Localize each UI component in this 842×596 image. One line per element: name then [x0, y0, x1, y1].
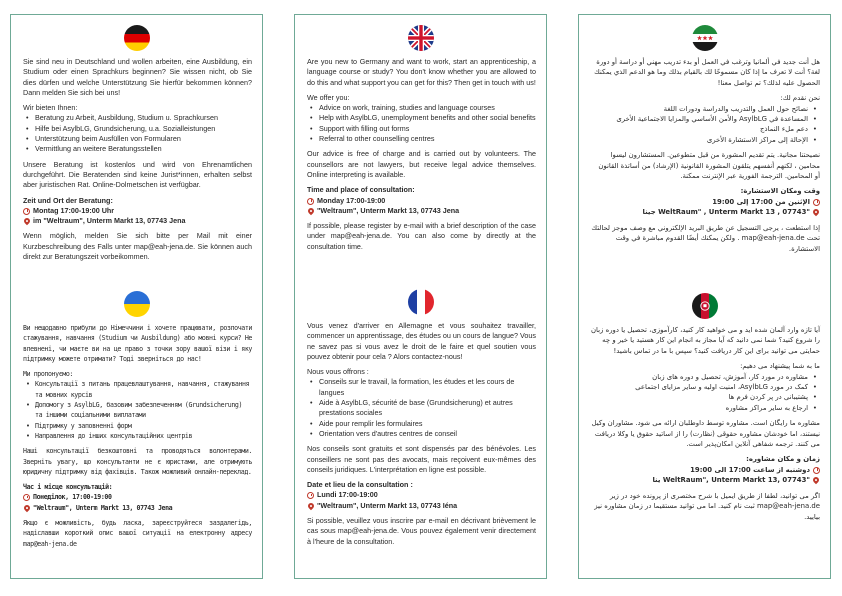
clock-icon	[307, 198, 314, 205]
location-pin-icon	[23, 504, 31, 512]
arabic-intro: هل أنت جديد في ألمانيا وترغب في العمل أو بدء تدريب مهني أو دراسة أو دورة لغة؟ أنت لا تعرف ما إذا كان مسموحًا لك بالقيام بذلك وما هو الدعم الذي يمكنك الحصول عليه لذلك؟ تم تواصل معنا!	[594, 58, 820, 87]
french-place-row	[307, 501, 536, 511]
arabic-offer-list	[591, 104, 820, 146]
english-time-row	[307, 196, 536, 206]
dari-offer-heading: ما به شما پیشنهاد می دهیم:	[740, 362, 820, 371]
panel-arabic-dari	[578, 14, 831, 579]
clock-icon	[813, 467, 820, 474]
dari-time-heading: زمان و مکان مشاوره:	[746, 455, 820, 464]
list-item: • الإحالة إلى مراكز الاستشارة الأخرى	[591, 135, 820, 145]
french-free-text: Nos conseils sont gratuits et sont dispensés par des bénévoles. Les conseillers ne sont pas des avocats, mais reçoivent eux-mêmes des conseils juridiques. L'interprétation en ligne est possible.	[307, 444, 536, 474]
list-item: • ارجاع به سایر مراکز مشاوره	[591, 403, 820, 413]
german-time-heading: Zeit und Ort der Beratung:	[23, 195, 113, 205]
german-offer-list	[23, 113, 252, 154]
list-item: • Orientation vers d'autres centres de conseil	[307, 429, 536, 439]
french-contact: Si possible, veuillez vous inscrire par e-mail en décrivant brièvement le cas sous map@eah-jena.de. Vous pouvez également venir directement à l'heure de la consultation.	[307, 516, 536, 546]
german-flag-icon	[124, 25, 150, 51]
list-item: • Консультації з питань працевлаштування, навчання, стажування та мовних курсів	[23, 379, 252, 400]
english-offer-heading: We offer you:	[307, 92, 350, 102]
location-pin-icon	[23, 217, 31, 225]
list-item: • Допомогу з AsylbLG, базовим забезпеченням (Grundsicherung) та іншими соціальними виплатами	[23, 400, 252, 421]
english-place: "Weltraum", Unterm Markt 13, 07743 Jena	[317, 205, 460, 215]
english-free-text: Our advice is free of charge and is carried out by volunteers. The counsellors are not lawyers, but receive legal advice themselves. Online interpreting is available.	[307, 149, 536, 179]
arabic-place-row	[591, 207, 820, 217]
ukrainian-time-heading: Час і місце консультацій:	[23, 483, 113, 492]
panel-german-ukrainian	[10, 14, 263, 579]
list-item: • Hilfe bei AsylbLG, Grundsicherung, u.a. Sozialleistungen	[23, 124, 252, 134]
english-time: Monday 17:00-19:00	[317, 195, 386, 205]
ukrainian-free-text: Наші консультації безкоштовні та проводяться волонтерами. Зверніть увагу, що консультанти не є юристами, але отримують юридичну підтримку від фахівців. Також можливий онлайн-переклад.	[23, 447, 252, 476]
german-intro: Sie sind neu in Deutschland und wollen arbeiten, eine Ausbildung, ein Studium oder einen Sprachkurs beginnen? Sie wissen nicht, ob Sie dies dürfen und welche Unterstützung Sie hierfür bekommen können? Dann melden Sie sich bei uns!	[23, 57, 252, 97]
location-pin-icon	[812, 476, 820, 484]
list-item: • Unterstützung beim Ausfüllen von Formularen	[23, 134, 252, 144]
dari-place: "WeltRaum", Unterm Markt 13, 07743 ینا	[652, 476, 810, 485]
clock-icon	[307, 492, 314, 499]
arabic-time-heading: وقت ومكان الاستشارة:	[740, 187, 820, 196]
french-time: Lundi 17:00-19:00	[317, 490, 378, 500]
list-item: • المساعدة في AsylbLG والأمن الأساسي والمزايا الاجتماعية الأخرى	[591, 114, 820, 124]
location-pin-icon	[307, 502, 315, 510]
list-item: • Help with AsylbLG, unemployment benefits and other social benefits	[307, 113, 536, 123]
list-item: • دعم ملء النماذج	[591, 124, 820, 134]
list-item: • Advice on work, training, studies and language courses	[307, 103, 536, 113]
ukrainian-flag-icon	[124, 291, 150, 317]
ukrainian-contact: Якщо є можливість, будь ласка, зареєструйтеся заздалегідь, надіславши короткий опис вашої ситуації на електронну адресу map@eah-jena.de	[23, 519, 252, 548]
french-time-row	[307, 490, 536, 500]
arabic-time-row	[591, 197, 820, 207]
german-place-row	[23, 216, 252, 226]
german-section	[23, 57, 252, 262]
ukrainian-offer-heading: Ми пропонуємо:	[23, 370, 73, 379]
german-time: Montag 17:00-19:00 Uhr	[33, 205, 115, 215]
ukrainian-place: "Weltraum", Unterm Markt 13, 07743 Jena	[33, 503, 173, 512]
french-offer-heading: Nous vous offrons :	[307, 367, 369, 377]
french-intro: Vous venez d'arriver en Allemagne et vous souhaitez travailler, commencer un apprentissage, des études ou un cours de langue? Vous ne savez pas si vous avez le droit de le faire et quel soutien vous pouvez obtenir pour cela ? Alors contactez-nous!	[307, 321, 536, 361]
ukrainian-intro: Ви нещодавно прибули до Німеччини і хочете працювати, розпочати стажування, навчання (Studium чи Ausbildung) або мовні курси? Не впевнені, чи маєте ви на це право з точки зору вашої візи і яку підтримку можете отримати? Тоді зверніться до нас!	[23, 324, 252, 363]
english-time-heading: Time and place of consultation:	[307, 185, 415, 195]
french-offer-list	[307, 377, 536, 439]
ukrainian-place-row	[23, 503, 252, 513]
arabic-section	[591, 57, 820, 254]
english-section	[307, 57, 536, 252]
location-pin-icon	[307, 207, 315, 215]
english-offer-list	[307, 103, 536, 144]
ukrainian-offer-list	[23, 379, 252, 441]
list-item: • Support with filling out forms	[307, 124, 536, 134]
list-item: • نصائح حول العمل والتدريب والدراسة ودورات اللغة	[591, 104, 820, 114]
list-item: • Aide à AsylbLG, sécurité de base (Grundsicherung) et autres prestations sociales	[307, 398, 536, 419]
arabic-offer-heading: نحن نقدم لك:	[780, 94, 820, 103]
dari-free-text: مشاوره ما رایگان است. مشاوره توسط داوطلبان ارائه می شود. مشاوران وکیل نیستند، اما خودشان مشاوره حقوقی (نظارت) را از اساتید حقوق یا وکلا دریافت می کنند. ترجمه شفاهی آنلاین امکان‌پذیر است.	[591, 419, 820, 449]
arabic-contact: إذا استطعت ، يرجى التسجيل عن طريق البريد الإلكتروني مع وصف موجز لحالتك تحت map@eah-jena.de . ولكن يمكنك أيضًا القدوم مباشرة في وقت الاستشارة.	[591, 223, 820, 253]
list-item: • Beratung zu Arbeit, Ausbildung, Studium u. Sprachkursen	[23, 113, 252, 123]
list-item: • کمک در مورد AsylbLG، امنیت اولیه و سایر مزایای اجتماعی	[591, 382, 820, 392]
dari-time: دوشنبه از ساعت 17:00 الی 19:00	[690, 465, 810, 474]
german-time-row	[23, 206, 252, 216]
clock-icon	[23, 208, 30, 215]
english-place-row	[307, 206, 536, 216]
arabic-time: الإثنين من 17:00 إلى 19:00	[712, 197, 810, 206]
english-contact: If possible, please register by e-mail with a brief description of the case under map@eah-jena.de. You can also come by directly at the consultation time.	[307, 221, 536, 251]
list-item: • Vermittlung an weitere Beratungsstellen	[23, 144, 252, 154]
list-item: • Conseils sur le travail, la formation, les études et les cours de langues	[307, 377, 536, 398]
clock-icon	[813, 199, 820, 206]
dari-place-row	[591, 475, 820, 485]
afghan-flag-icon	[692, 293, 718, 319]
dari-contact: اگر می توانید، لطفا از طریق ایمیل با شرح مختصری از پرونده خود در زیر map@eah-jena.de ثبت نام کنید. اما می توانید مستقیما در زمان مشاوره نیز بیایید.	[594, 491, 820, 521]
location-pin-icon	[812, 208, 820, 216]
german-free-text: Unsere Beratung ist kostenlos und wird von Ehrenamtlichen durchgeführt. Die Beratenden sind keine Jurist*innen, erhalten selbst aber juristischen Rat. Online-Dolmetschen ist verfügbar.	[23, 159, 252, 190]
german-offer-heading: Wir bieten Ihnen:	[23, 103, 78, 113]
ukrainian-time-row	[23, 492, 252, 502]
arabic-free-text: نصيحتنا مجانية. يتم تقديم المشورة من قبل متطوعين. المستشارون ليسوا محامين ، لكنهم أنفسهم يتلقون المشورة القانونية (الإرشاد) من أساتذة القانون أو المحامين. الترجمة الفورية عبر الإنترنت ممكنة.	[598, 151, 820, 181]
arabic-place: "WeltRaum" , Unterm Markt 13 , 07743 جينا	[642, 208, 810, 217]
dari-section	[591, 325, 820, 522]
list-item: • Підтримку у заповненні форм	[23, 421, 252, 431]
french-place: "Weltraum", Unterm Markt 13, 07743 Iéna	[317, 500, 458, 510]
ukrainian-time: Понеділок, 17:00-19:00	[33, 493, 112, 502]
dari-intro: آیا تازه وارد آلمان شده اید و می خواهید کار کنید، کارآموزی، تحصیل یا دوره زبان را شروع کنید؟ شما نمی دانید که آیا مجاز به انجام این کار هستید یا خیر و چه حمایتی می توانید برای این کار دریافت کنید؟ سپس با ما در تماس باشید!	[590, 326, 820, 355]
dari-offer-list	[591, 372, 820, 414]
list-item: • پشتیبانی در پر کردن فرم ها	[591, 392, 820, 402]
syrian-flag-icon	[692, 25, 718, 51]
list-item: • Направлення до інших консультаційних центрів	[23, 431, 252, 441]
french-flag-icon	[408, 289, 434, 315]
clock-icon	[23, 494, 30, 501]
french-time-heading: Date et lieu de la consultation :	[307, 480, 413, 490]
uk-flag-icon	[408, 25, 434, 51]
english-intro: Are you new to Germany and want to work, start an apprenticeship, a language course or study? You don't know whether you are allowed to do this and what support you can get for this? Then get in touch with us!	[307, 57, 536, 87]
list-item: • مشاوره در مورد کار، آموزش، تحصیل و دوره های زبان	[591, 372, 820, 382]
list-item: • Referral to other counselling centres	[307, 134, 536, 144]
ukrainian-section	[23, 323, 252, 549]
dari-time-row	[591, 465, 820, 475]
german-place: im "Weltraum", Unterm Markt 13, 07743 Jena	[33, 216, 186, 226]
german-contact: Wenn möglich, melden Sie sich bitte per Mail mit einer Kurzbeschreibung des Falls unter map@eah-jena.de. Sie können auch direkt zur Beratungszeit vorbeikommen.	[23, 231, 252, 262]
panel-english-french	[294, 14, 547, 579]
french-section	[307, 321, 536, 547]
list-item: • Aide pour remplir les formulaires	[307, 419, 536, 429]
